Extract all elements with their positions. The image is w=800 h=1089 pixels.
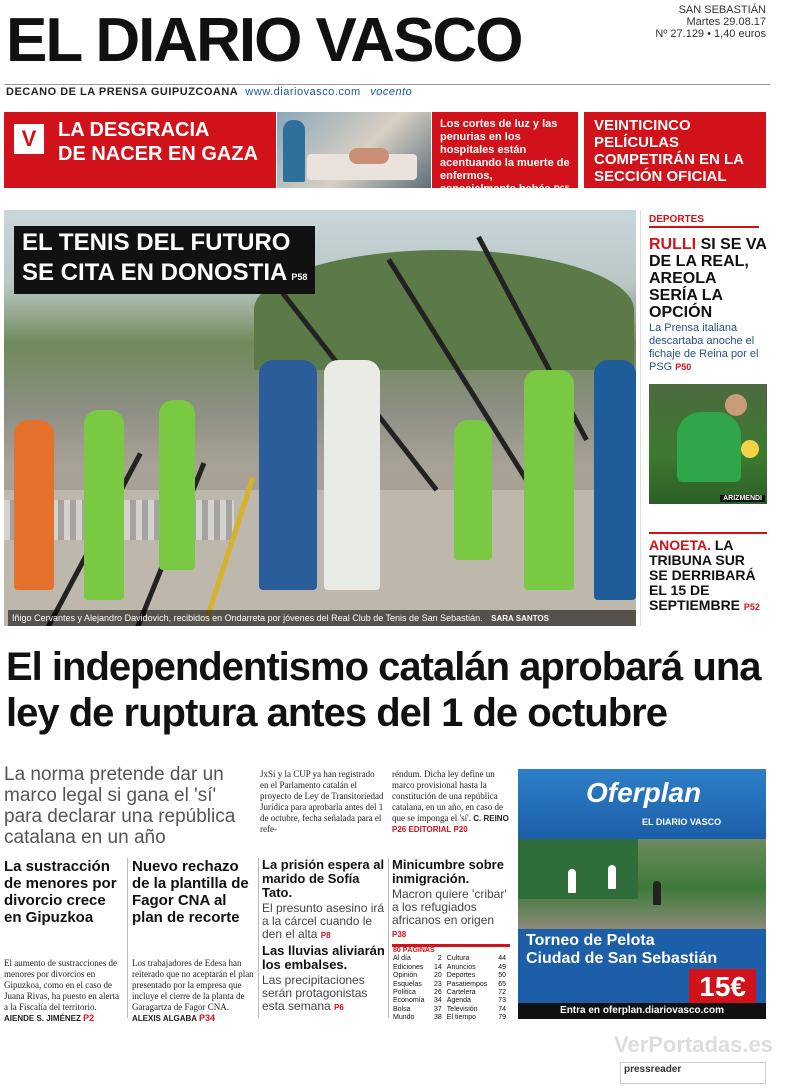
brief-3[interactable] [262, 858, 386, 942]
lead-body-b-text: réndum. Dicha ley define un marco provisional hasta la constitución de una república catalana, en un año, en caso de que se imponga el 'sí'. [392, 769, 503, 823]
sidebar-headline-2[interactable] [649, 532, 767, 615]
column-divider-2 [258, 858, 259, 1018]
brief-2-byline [132, 1014, 215, 1023]
index-section[interactable]: Pasatiempos [446, 980, 488, 988]
v-logo-icon: V [14, 124, 44, 154]
ad-logo: Oferplan [586, 777, 702, 808]
index-page-number: 73 [498, 997, 506, 1005]
index-page-number: 74 [498, 1005, 506, 1013]
brief-2-body [132, 958, 256, 1024]
index-section[interactable]: Bolsa [393, 1005, 411, 1013]
tagline [6, 86, 412, 98]
index-header: 80 PÁGINAS [393, 947, 435, 954]
promo-gaza-body: Los cortes de luz y las penurias en los hospitales están acentuando la muerte de enfermos, especialmente bebés [440, 118, 570, 195]
column-divider-1 [127, 858, 128, 1018]
promo-gaza[interactable] [4, 112, 276, 188]
kid-figure-3 [159, 400, 195, 570]
keeper-head [725, 394, 747, 416]
lead-deck: La norma pretende dar un marco legal si gana el 'sí' para declarar una república catalana en un año [4, 764, 236, 848]
site-url[interactable]: www.diariovasco.com [245, 86, 361, 98]
lead-byline: C. REINO [473, 814, 509, 823]
index-page-number: 79 [498, 1014, 506, 1022]
brief-2-page: P34 [198, 1013, 215, 1023]
index-page-number: 37 [434, 1005, 442, 1013]
kid-figure-1 [14, 420, 54, 590]
sidebar-headline-1[interactable] [649, 236, 767, 321]
brief-2-text: Los trabajadores de Edesa han reiterado que no aceptarán el plan presentado por la empresa que incluye el cierre de la planta de Garagartza de Fagor CNA. [132, 958, 254, 1012]
sidebar-headline-2-rest: LA TRIBUNA SUR SE DERRIBARÁ EL 15 DE SEPTIEMBRE [649, 537, 756, 613]
masthead-title: EL DIARIO VASCO [6, 6, 522, 75]
lead-headline[interactable]: El independentismo catalán aprobará una ley de ruptura antes del 1 de octubre [6, 645, 761, 735]
brief-3-page: P8 [320, 931, 331, 940]
promo-gaza-text[interactable] [432, 112, 578, 195]
goalkeeper-photo[interactable] [649, 384, 767, 504]
brief-5-body [392, 888, 510, 941]
kid-figure-4 [454, 420, 492, 560]
pressreader-logo: pressreader [624, 1064, 682, 1075]
section-rule [649, 226, 759, 228]
sidebar-summary-1 [649, 322, 767, 374]
brief-2-author: ALEXIS ALGABA [132, 1014, 197, 1023]
hero-label-line2 [22, 258, 307, 292]
adult-figure-right [594, 360, 636, 600]
keeper-body [677, 412, 741, 482]
hero-label [14, 226, 315, 294]
index-section[interactable]: Política [393, 989, 416, 997]
kid-figure-5 [524, 370, 574, 590]
masthead-date: Martes 29.08.17 [686, 16, 766, 28]
nurse-figure [283, 120, 305, 182]
brief-3-text: El presunto asesino irá a la cárcel cuando le den el alta [262, 901, 385, 941]
baby-figure [349, 148, 389, 164]
index-page-number: 72 [498, 989, 506, 997]
index-section[interactable]: Mundo [393, 1014, 415, 1022]
masthead-info [655, 4, 766, 40]
oferplan-ad[interactable] [518, 769, 766, 1019]
tagline-text: DECANO DE LA PRENSA GUIPUZCOANA [6, 86, 238, 98]
lead-body-b [392, 769, 510, 835]
index-section[interactable]: Opinión [393, 972, 418, 980]
ad-price: 15€ [689, 969, 756, 1005]
sports-sidebar [640, 210, 766, 626]
brief-4-body [262, 974, 386, 1014]
index-section[interactable]: Cartelera [446, 989, 476, 997]
promo-gaza-page: P65 [553, 184, 570, 194]
hero-photo[interactable] [4, 210, 636, 626]
ball-icon [741, 440, 759, 458]
kid-figure-2 [84, 410, 124, 600]
index-page-number: 23 [434, 980, 442, 988]
index-section[interactable]: Anuncios [446, 963, 476, 971]
index-page-number: 26 [434, 989, 442, 997]
index-section[interactable]: Agenda [446, 997, 471, 1005]
sidebar-summary-1-page: P50 [675, 362, 692, 372]
index-row [392, 955, 510, 963]
ad-player-2 [608, 865, 616, 889]
brief-1-byline [4, 1014, 94, 1023]
vocento-logo: vocento [370, 86, 413, 98]
brief-3-headline: La prisión espera al marido de Sofía Tato. [262, 857, 385, 900]
brief-5-page: P38 [392, 930, 407, 939]
promo-gaza-title [58, 118, 258, 166]
index-page-number: 2 [437, 955, 442, 963]
ad-title-line2: Ciudad de San Sebastián [526, 950, 718, 967]
index-row [392, 981, 510, 989]
promo-gaza-title-line1: LA DESGRACIA [58, 119, 210, 141]
photo-credit: ARIZMENDI [720, 495, 765, 502]
index-row [392, 989, 510, 997]
brief-4-page: P6 [334, 1003, 344, 1012]
brief-4[interactable] [262, 944, 386, 1014]
index-section[interactable]: Al día [393, 955, 411, 963]
hero-caption [8, 610, 636, 626]
hero-label-line2-text: SE CITA EN DONOSTIA [22, 259, 288, 286]
brief-5[interactable] [392, 858, 510, 941]
ad-title-line1: Torneo de Pelota [526, 932, 655, 949]
index-section[interactable]: Televisión [446, 1005, 478, 1013]
brief-1-author: AIENDE S. JIMÉNEZ [4, 1014, 81, 1023]
index-page-number: 34 [434, 997, 442, 1005]
promo-cine-page: P44 [724, 190, 741, 200]
lead-body-a: JxSí y la CUP ya han registrado en el Parlamento catalán el proyecto de Ley de Transitoriedad Jurídica para aprobarla antes del 1 de octubre, fecha señalada para el refe- [260, 769, 384, 834]
masthead-city: SAN SEBASTIÁN [678, 4, 766, 16]
index-row [392, 1006, 510, 1014]
index-section[interactable]: El tiempo [446, 1014, 476, 1022]
promo-gaza-title-line2: DE NACER EN GAZA [58, 143, 259, 165]
index-section[interactable]: Ediciones [393, 963, 424, 971]
index-page-number: 49 [498, 963, 506, 971]
ad-fronton-wall [518, 839, 638, 899]
index-page-number: 44 [498, 955, 506, 963]
page-index [392, 944, 510, 1023]
player-cervantes [259, 360, 317, 590]
hero-label-line1: EL TENIS DEL FUTURO [22, 229, 291, 256]
ad-sublogo: EL DIARIO VASCO [642, 817, 722, 827]
index-row [392, 997, 510, 1005]
sidebar-headline-2-lead: ANOETA. [649, 537, 711, 553]
index-section[interactable]: Deportes [446, 972, 476, 980]
index-page-number: 65 [498, 980, 506, 988]
sidebar-headline-2-page: P52 [743, 602, 760, 612]
hero-credit: SARA SANTOS [491, 614, 549, 623]
promo-cine-text: VEINTICINCO PELÍCULAS COMPETIRÁN EN LA SECCIÓN OFICIAL DEL ZINEMALDIA [594, 117, 744, 202]
index-row [392, 1014, 510, 1022]
index-section[interactable]: Esquelas [393, 980, 422, 988]
brief-1-text: El aumento de sustracciones de menores por divorcios en Gipuzkoa, como en el caso de Juana Rivas, ha puesto en alerta a la Fiscalía del territorio. [4, 958, 119, 1012]
masthead-issue: Nº 27.129 • 1,40 euros [655, 28, 766, 40]
index-section[interactable]: Cultura [446, 955, 470, 963]
promo-cine[interactable] [584, 112, 766, 202]
index-page-number: 20 [434, 972, 442, 980]
player-davidovich [324, 360, 380, 590]
ad-player-1 [568, 869, 576, 893]
ad-title [518, 929, 766, 971]
index-section[interactable]: Economía [393, 997, 425, 1005]
hero-label-page: P58 [291, 272, 308, 282]
brief-2-headline[interactable]: Nuevo rechazo de la plantilla de Fagor CNA al plan de recorte [132, 858, 249, 926]
lead-pages: P26 EDITORIAL P20 [392, 825, 468, 834]
index-page-number: 14 [434, 963, 442, 971]
sidebar-headline-1-lead: RULLI [649, 236, 697, 253]
brief-1-body [4, 958, 124, 1024]
index-page-number: 50 [498, 972, 506, 980]
brief-5-headline: Minicumbre sobre inmigración. [392, 857, 504, 886]
watermark: VerPortadas.es [614, 1032, 773, 1057]
hero-caption-text: Iñigo Cervantes y Alejandro Davidovich, recibidos en Ondarreta por jóvenes del Real Club de Tenis de San Sebastián. [12, 613, 483, 623]
sidebar-summary-1-text: La Prensa italiana descartaba anoche el fichaje de Reina por el PSG [649, 322, 759, 373]
brief-1-headline[interactable]: La sustracción de menores por divorcio crece en Gipuzkoa [4, 858, 117, 926]
promo-gaza-photo [277, 112, 431, 188]
section-label[interactable]: DEPORTES [649, 214, 705, 225]
sidebar-headline-1-rest: SI SE VA DE LA REAL, AREOLA SERÍA LA OPCIÓN [649, 236, 767, 321]
masthead-rule [4, 84, 770, 85]
ad-footer-link[interactable]: Entra en oferplan.diariovasco.com [518, 1003, 766, 1019]
index-page-number: 38 [434, 1014, 442, 1022]
index-row [392, 964, 510, 972]
index-row [392, 972, 510, 980]
ad-player-3 [653, 881, 661, 905]
brief-4-headline: Las lluvias aliviarán los embalses. [262, 943, 385, 972]
column-divider-3 [388, 858, 389, 1018]
brief-4-text: Las precipitaciones serán protagonistas esta semana [262, 973, 368, 1013]
brief-1-page: P2 [83, 1013, 95, 1023]
brief-5-text: Macron quiere 'cribar' a los refugiados africanos en origen [392, 887, 507, 927]
index-table [392, 947, 510, 1023]
brief-3-body [262, 902, 386, 942]
